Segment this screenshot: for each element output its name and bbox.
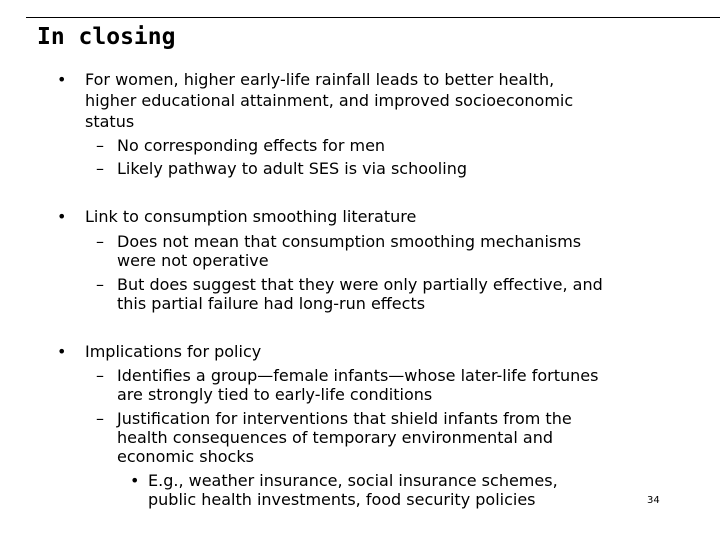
section-1-line-3: status [85,112,135,131]
section-3-subsub-line-2: public health investments, food security policies [148,490,536,509]
section-2-line-1: Link to consumption smoothing literature [85,207,417,226]
section-2-sub-1-line-2: were not operative [117,251,269,270]
sub-bullet-marker: • [130,471,140,490]
dash-marker: – [96,232,104,251]
slide-title: In closing [37,24,176,50]
section-2-sub-1-line-1: Does not mean that consumption smoothing mechanisms [117,232,582,251]
bullet-marker: • [57,70,67,89]
page-number: 34 [647,495,660,506]
section-3-sub-1-line-2: are strongly tied to early-life conditions [117,385,433,404]
dash-marker: – [96,366,104,385]
section-3-sub-2-line-3: economic shocks [117,447,254,466]
section-1-sub-2: Likely pathway to adult SES is via schooling [117,159,467,178]
dash-marker: – [96,136,104,155]
section-1-sub-1: No corresponding effects for men [117,136,386,155]
dash-marker: – [96,409,104,428]
section-3-line-1: Implications for policy [85,342,262,361]
section-1-line-2: higher educational attainment, and improved socioeconomic [85,91,574,110]
section-1-line-1: For women, higher early-life rainfall leads to better health, [85,70,555,89]
title-divider [26,17,720,18]
dash-marker: – [96,159,104,178]
section-3-sub-2-line-2: health consequences of temporary environmental and [117,428,553,447]
section-3-subsub-line-1: E.g., weather insurance, social insurance schemes, [148,471,558,490]
section-2-sub-2-line-2: this partial failure had long-run effects [117,294,426,313]
bullet-marker: • [57,342,67,361]
section-2-sub-2-line-1: But does suggest that they were only partially effective, and [117,275,603,294]
section-3-sub-1-line-1: Identifies a group—female infants—whose later-life fortunes [117,366,599,385]
bullet-marker: • [57,207,67,226]
dash-marker: – [96,275,104,294]
section-3-sub-2-line-1: Justification for interventions that shield infants from the [117,409,572,428]
